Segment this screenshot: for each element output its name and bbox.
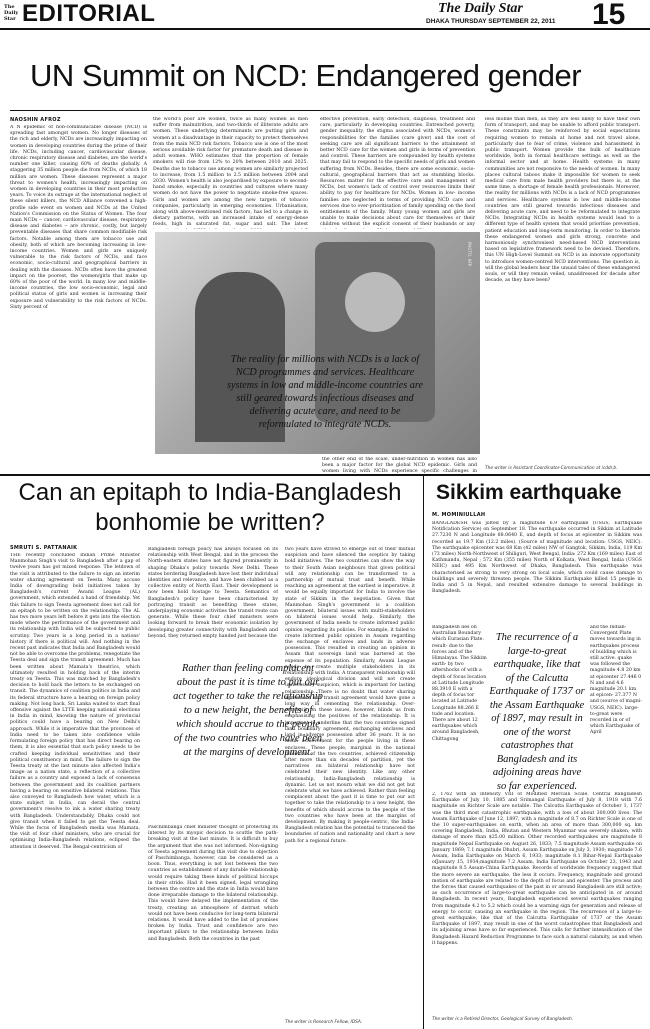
article1-col5: less mobile than men, as they are less likely to have their own form of transport, and may be unable to afford public transport. These constraints may be reinforced by social expectations requiring women to remain at home and not travel alone, particularly due to fear of crime, violence and harassment in public transport. Women provide the bulk of healthcare worldwide, both in formal healthcare settings as well as the informal sector and at home. Health systems in many communities are not responsive to the needs of women. In many places cultural taboos make it impossible for women to seek medical care from male health providers but there is, at the same time, a shortage of female health professionals. Moreover, the reality for millions with NCDs is a lack of NCD programmes and services. Healthcare systems in low and middle-income countries are still geared towards infectious diseases and delivering acute care, and need to be reformulated to integrate NCDs. Integrating NCDs in health systems would lead to a different type of health system that would prioritise prevention, patient education and long-term monitoring. In order to liberate these endangered women and girls strong, concrete and harmoniously synchronised need-based NCD interventions based on legislative framework need to be devised. Therefore, this UN High-Level Summit on NCD is an innovate opportunity to introduce women-centred NCD interventions. The question is, will the global leaders hear the unsaid tales of these endangered souls, or will they remain veiled, unaddressed for decade after decade, as they have been? <box>485 117 640 284</box>
article1-col3: the other end of the scale, under-nutrition in women has also been a major factor for the global NCD epidemic. Girls and women living with NCDs experience specific challenges in <box>322 457 477 475</box>
article3-pull-quote: The recurrence of a large-to-great earthquake, like that of the Calcutta Earthquake of 1737 or the Assam Earthquake of 1897, may result in one of the worst catastrophes that Bangladesh and its adjoining areas have so far experienced. <box>489 632 585 792</box>
article1-col1: A N epidemic of non-communicable disease (NCD) is spreading fast amongst women. No longer diseases of the rich and elderly, NCDs are increasingly impacting on women in developing countries during the prime of their life. NCDs, including cancer, cardiovascular disease, chronic respiratory disease and diabetes, are the world's number one killer, causing 60% of deaths globally. A staggering 35 million people die from NCDs, of which 18 million are women. These diseases represent a major threat to women's health, increasingly impacting on women in developing countries in their most productive years. To voice its outrage at the international neglect of these silent killers, the NCD Alliance convened a high-profile side event on women and NCDs at the United Nation's Commission on the Status of Women. The four main NCDs -- cancer, cardiovascular disease, respiratory disease and diabetes -- are chronic, costly, but largely preventable diseases that share common modifiable risk factors. Notable among them are tobacco use and obesity, both of which are becoming increasing in low-income countries. Women and girls are uniquely vulnerable to the risk factors of NCDs, and face economic, socio-cultural and geographical barriers in dealing with the diseases. NCDs often have the greatest impact on the poorest, the women/girls that make up 60% of the poor of the world. In many low and middle-income countries, the low socio-economic, legal and political status of girls and women is increasing their exposure and vulnerability to the risk factors of NCDs. Sixty percent of <box>10 125 147 310</box>
article2-col3: two years have strived to emerge out of their mutual suspicion and have silenced the sceptics by taking bold initiatives. The two countries can show the way to their South Asian neighbours that given political will any relationship can be transformed to a partnership of mutual trust and benefit. While reaching an agreement at the earliest is imperative, it would be equally important for India to involve the state of Sikkim in the negotiation. Given that Manmohan Singh's government is a coalition government, bilateral issues with multi-stakeholders on bilateral issues would help. Similarly, the government of India needs to create informed public opinion regarding its policies. For example, it failed to create informed public opinion in Assam regarding the exchange of enclaves and lands in adverse possession. This resulted in creating an opinion in Assam that sovereign land was bartered at the expense of its population. Similarly, Awami League needs to create multiple stakeholders in its relationship with India. A transparent relationship will endure ideological division and will not create unnecessary suspicion, which is important for lasting relationship. There is no doubt that water sharing agreement and transit agreement would have gone a long way in cementing the relationship. Over-emphasis on these issues, however, blinds us from emphasising the positives of the relationship. It is important to underline that the two countries signed land boundary agreement, exchanging enclaves and land in adverse possession after 36 years. It is no mean achievement for the people living in these enclaves. These people, marginal in the national discourse of the two countries, achieved citizenship after more than six decades of partition, yet the narratives on bilateral relationship have not celebrated their new identity. Like any other relationship, India-Bangladesh relationship is dynamic. Let us not mourn what we did not get but celebrate what we have achieved. Rather than feeling complacent about the past it is time to put our act together to take the relationship to a new height, the benefits of which should accrue to the people of the two countries who have been at the margins of development. By making it people-centric, the India-Bangladesh relation has the potential to transcend the boundaries of nation and nationality and chart a new path for a regional future. <box>285 547 415 844</box>
article3-body: 2, 1762 with an intensity VIII of Modified Mercalli Scale. Central Bangladesh Earthquake of July 10, 1885 and Srimangal Earthquake of July 8, 1918 with 7.6 magnitude on Richter Scale are notable. The Calcutta Earthquake of October 1, 1737 was the third most catastrophic earthquake, with a loss of about 300,000 lives. The Assam Earthquake of June 12, 1897, with a magnitude of 8.7 on Richter Scale is one of the 10 super-earthquakes on earth, when an area of more than 300,000 sq. km covering Bangladesh, India, Bhutan and Western Myanmar was severely shaken, with damage of more than $25.00 million. Other recorded earthquakes are magnitude 8 magnitude Nepal Earthquake on August 26, 1833; 7.5 magnitude Assam earthquake on January 1869; 7.1 magnitude Dhubri, Assam Earthquake on July 3, 1930; magnitude 7.6 Assam, India Earthquake on March 6, 1933; magnitude 8.1 Bihar-Nepal Earthquake ofJanuary 15, 1934;magnitude 7.2 Assam, India Earthquake on October 23, 1943 and magnitude 8.5 Assam-China Earthquake. Records of worldwide frequency suggest that the more severe an earthquake, the less it occurs. Frequency, magnitude and ground motion of earthquake are related to the depth of focus and epicenter. The process and the forces that caused earthquakes of the past in or around Bangladesh are still active; as such occurrence of large-to-great earthquake can be anticipated in or around Bangladesh. In recent years, Bangladesh experienced several earthquakes ranging from magnitude 4.2 to 5.2 which could be a warning sign for generation and release of energy to occur, causing an earthquake in the region. The recurrence of a large-to-great earthquake, like that of the Calcutta Earthquake of 1737 or the Assam Earthquake of 1897, may result in one of the worst catastrophes that Bangladesh and its adjoining areas have so far experienced. This calls for further intensification of the Bangladesh Hazard Reduction Programme to face such a natural calamity, as and when it happens. <box>432 792 642 946</box>
dateline: DHAKA THURSDAY SEPTEMBER 22, 2011 <box>426 18 556 25</box>
article2-col2b: Paschimbanga chief minister thought of protecting its interest by its myopic decision to scuttle the path-breaking visit at the last minute. It is difficult to buy the argument that she was not informed. Non-signing of Teesta agreement during this visit due to objection of Paschimbanga, however, can be considered as a boon. Thus, everything is not lost between the two countries as establishment of any durable relationship would require taking these kinds of political hiccups in their stride. Had it been signed, legal wrangling between the centre and the state in India would have done irreparable damage to the bilateral relationship. This would have delayed the implementation of the treaty, creating an atmosphere of distrust which would not have been conducive for long-term bilateral relations. It would have added to the list of promises broken by India. Trust and confidence are two important pillars to the relationship between India and Bangladesh. Both the countries in the past <box>148 825 278 942</box>
article3-headline: Sikkim earthquake <box>436 481 622 504</box>
article3-right-col: and the Indian-Convergent Plate moves towards ing in earthquakes process of building which is still active. quake was followed the magnitude 4.8 20 km at epicenter 27.446 0 N and and 4.6 magnitude 20.1 km at epicen- 27.377 N and (source of magni- USGS, NEIC). large-to-great were recorded in or of which Earthquake of April <box>590 625 642 736</box>
photo-detail <box>345 272 405 332</box>
article2-byline: SMRUTI S. PATTANAIK <box>10 545 78 551</box>
article2-pull-quote: Rather than feeling complacent about the past it is time to put our act together to take the relationship to a new height, the benefits of which should accrue to the people of the two countries who have been at the margins of development. <box>173 663 323 758</box>
section-title: EDITORIAL <box>22 0 156 27</box>
article1-footnote: The writer is Assistant Coordinator-Communication at icddr,b. <box>485 466 618 471</box>
paper-logo: The Daily Star <box>4 4 19 22</box>
article2-col2: Bangladesh foreign policy has always focused on its relationship with West Bengal, and in the process the North-eastern states have not figured prominently in shaping Dhaka's policy towards New Delhi. These states bordering Bangladesh have lost their individual identities and relevance, and have been clubbed as a collective entity of North East. Their development is now been hold hostage to Teesta. Semantics of Bangladesh's policy have been characterised by portraying transit as benefiting these states, underplaying economic activities the transit route can generate. While these four chief ministers were looking forward to break their economic isolation by developing greater connectivity with Bangladesh and beyond, they returned empty handed just because the <box>148 547 278 639</box>
divider <box>10 110 640 111</box>
photo-credit: PHOTO: AFP <box>467 242 472 267</box>
article3-byline: M. MOMINIULLAH <box>432 512 486 518</box>
column-divider <box>423 476 424 1029</box>
paper-name: The Daily Star <box>438 1 523 16</box>
article1-byline: NAOSHIN AFROZ <box>10 117 61 123</box>
article3-intro: BANGLADESH was jolted by a magnitude 6.9 earthquake (USGS, Earthquake Notification Service) on September 18. The earthquake occurred in Sikkim at Latitude 27.7230 N and Longitude 88.0640 E, and depth of focus at epicenter in Sikkim was recorded as 19.7 Km (12.2 miles). (Source of magnitude and location: USGS, NEIC). The earthquake epicenter was 68 Km (42 miles) NW of Gangtok, Sikkim, India, 119 Km (73 miles) North-Northwest of Shiliguri, West Bengal, India: 272 Km (169 miles) East of Kathmandu, Nepal ; 572 Km (355 miles) North of Kolkata, West Bengal, India (USGS NEIC) and 495 Km Northwest of Dhaka, Bangladesh. This earthquake was characterised as strong to very strong on local scale, which could cause damage to buildings and severely threaten people. The Sikkim Earthquake killed 15 people in India and 5 in Nepal, and resulted extensive damage to several buildings in Bangladesh. <box>432 521 642 595</box>
masthead <box>0 0 650 30</box>
article1-col4: effective prevention, early detection, diagnosis, treatment and care, particularly in developing countries. Entrenched poverty, gender inequality, the stigma associated with NCDs, women's responsibilities for the families (care giver) and the cost of seeking care are all significant barriers to the attainment of better NCD care for the women and girls in terms of prevention and control. These barriers are compounded by health systems that may fail to respond to the specific needs of girls and women suffering from NCDs. Besides, there are some economic, socio-cultural, geographical barriers that act as stumbling blocks. Resources matter for the effective care and management of NCDs, but women's lack of control over resources limits their ability to pay for healthcare for NCDs. Women in low- income families are neglected in terms of providing NCD care and services due to over-prioritisation of family spending on the food entitlements of the family. Many young women and girls are unable to make decisions about care for themselves or their children without the explicit consent of their husbands or any <box>320 117 475 228</box>
article2-footnote: The writer is Research Fellow, IDSA. <box>285 1020 363 1025</box>
article3-left-col: Bangladesh lies on Australian Boundary which Eurasian Plate. result- due to the forces and of the Himalayas. The Sikkim earth- by two aftershocks of with a depth of focus location at Latitude Longitude 88.3910 E with a depth of focus tor located at Latitude Longitude 88.266 E tude and location: There are about 12 earthquakes which around Bangladesh, Chittagong <box>432 625 487 742</box>
page-number: 15 <box>592 0 626 31</box>
section-divider <box>0 474 650 476</box>
article2-col1: THE recently concluded Indian Prime Minister Manmohan Singh's visit to Bangladesh after a gap of twelve years has got mixed response. The letdown of the visit is attributed to the failure to sign an interim water sharing agreement on Teesta. Many accuse India of downgrading bold initiatives taken by Bangladesh's current Awami League (AL) government, which extended a hand of friendship. Yet this failure to sign Teesta agreement does not call for an epitaph to be written on the relationship. The AL has two more years left before it gets into the election mode where the performance of the government and its relationship with India will be subjected to public scrutiny. Two years is a long period in a nations' history if there is political will. And nothing in the recent past indicates that India and Bangladesh would not be able to overcome the problems, renegotiate the Teesta deal and sign the transit agreement. Much has been written about Mamata's theatrics, which ultimately resulted in holding back of the interim treaty on Teesta. This was matched by Bangladesh's decision to hold back the letters to be exchanged on transit. The dynamics of coalition politics in India and its federal structure have a bearing on foreign policy making. Not long back, Sri Lanka waited to start final offensive against the LTTE keeping national elections in India in mind, knowing the nature of provincial politics could have a bearing on New Delhi's approach. While it is imperative that the provinces of India need to be taken into confidence while formulating foreign policy that has direct bearing on them, it is also essential that such policy needs to be crafted keeping individual sensitivities and their political constituency in mind. The failure to sign the Teesta treaty at the last minute also affected India's image as a nation state, a reflection of a collective failure as a country and exposed a lack of consensus between the government and its coalition partners having a bearing on sensitive bilateral relations. This also conveyed to Bangladesh how water, which is a state subject in India, can derail the central government's resolve to ink a water sharing treaty with Bangladesh. Understandably, Dhaka could not give transit when it failed to get the Teesta deal. While the focus of Bangladesh media was Mamata, the visit of four chief ministers, who are crucial for optimising India-Bangladesh relations, eclipsed the attention it deserved. The Bengal-centricism of <box>10 553 140 850</box>
article2-headline: Can an epitaph to India-Bangladesh bonhomie be written? <box>18 479 402 536</box>
article3-footnote: The writer is a Retired Director, Geological Survey of Bangladesh. <box>432 1017 574 1022</box>
article1-pull-quote: The reality for millions with NCDs is a lack of NCD programmes and services. Healthcare systems in low and middle-income countries are still geared towards infectious diseases and delivering acute care, and need to be reformulated to integrate NCDs. <box>227 354 423 430</box>
article1-headline: UN Summit on NCD: Endangered gender <box>30 58 582 93</box>
article1-col2: the world's poor are women, twice as many women as men suffer from malnutrition, and two-thirds of illiterate adults are women. These underlying determinants are putting girls and women at a disadvantage in their capacity to protect themselves from the main NCD risk factors. Tobacco use is one of the most serious avoidable risk factor for premature death and disease in adult women. WHO estimates that the proportion of female smokers will rise from 12% to 20% between 2010 and 2025. Deaths due to tobacco use among women are similarly projected to increase, from 1.5 million to 2.5 million between 2004 and 2030. Women's health is also jeopardised by exposure to second-hand smoke, especially in countries and cultures where many women do not have the power to negotiate smoke-free spaces. Girls and women are among the new targets of tobacco companies, particularly in emerging economies. Urbanisation, along with above-mentioned risk factors, has led to a change in dietary patterns, with an increased intake of energy-dense foods, high in saturated fat, sugar and salt. The latest <box>153 117 308 228</box>
